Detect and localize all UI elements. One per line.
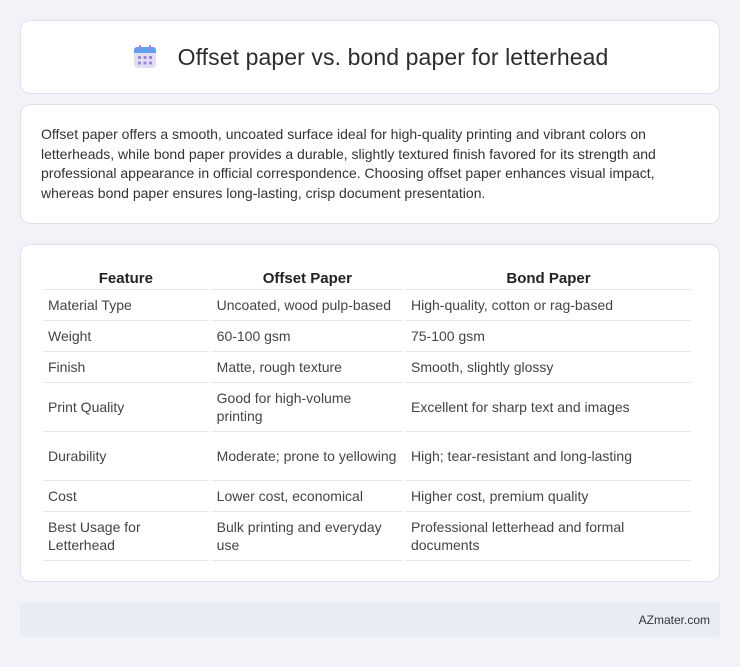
table-cell: Bulk printing and everyday use [212,512,403,561]
table-cell: Lower cost, economical [212,481,403,512]
table-cell: Material Type [43,290,209,321]
calendar-icon [132,44,158,70]
table-row [43,512,691,561]
column-header-feature: Feature [43,265,209,290]
table-row [43,290,691,321]
table-cell: Weight [43,321,209,352]
table-card [20,244,720,582]
table-cell: Print Quality [43,383,209,432]
column-header-bond-paper: Bond Paper [406,265,691,290]
intro-text: Offset paper offers a smooth, uncoated surface ideal for high-quality printing and vibrant colors on letterheads, while bond paper provides a durable, slightly textured finish favored for its strength and professional appearance in official correspondence. Choosing offset paper enhances visual impact, whereas bond paper ensures long-lasting, crisp document presentation. [41,126,656,201]
table-cell: Best Usage for Letterhead [43,512,209,561]
table-cell: Cost [43,481,209,512]
table-cell: Uncoated, wood pulp-based [212,290,403,321]
table-cell: High; tear-resistant and long-lasting [406,432,691,481]
column-header-offset-paper: Offset Paper [212,265,403,290]
comparison-table [40,265,694,561]
page-title: Offset paper vs. bond paper for letterhead [177,43,609,70]
table-header-row [43,265,691,290]
table-row [43,321,691,352]
table-cell: Durability [43,432,209,481]
table-cell: Finish [43,352,209,383]
table-cell: Matte, rough texture [212,352,403,383]
footer-brand[interactable]: AZmater.com [638,612,710,627]
table-cell: Excellent for sharp text and images [406,383,691,432]
table-cell: Higher cost, premium quality [406,481,691,512]
intro-card [20,104,720,224]
table-row [43,383,691,432]
table-row [43,432,691,481]
table-row [43,352,691,383]
footer [20,602,720,637]
table-row [43,481,691,512]
table-cell: 60-100 gsm [212,321,403,352]
table-cell: Moderate; prone to yellowing [212,432,403,481]
table-cell: Good for high-volume printing [212,383,403,432]
table-cell: Professional letterhead and formal documents [406,512,691,561]
table-cell: High-quality, cotton or rag-based [406,290,691,321]
title-card [20,20,720,94]
table-cell: 75-100 gsm [406,321,691,352]
table-cell: Smooth, slightly glossy [406,352,691,383]
